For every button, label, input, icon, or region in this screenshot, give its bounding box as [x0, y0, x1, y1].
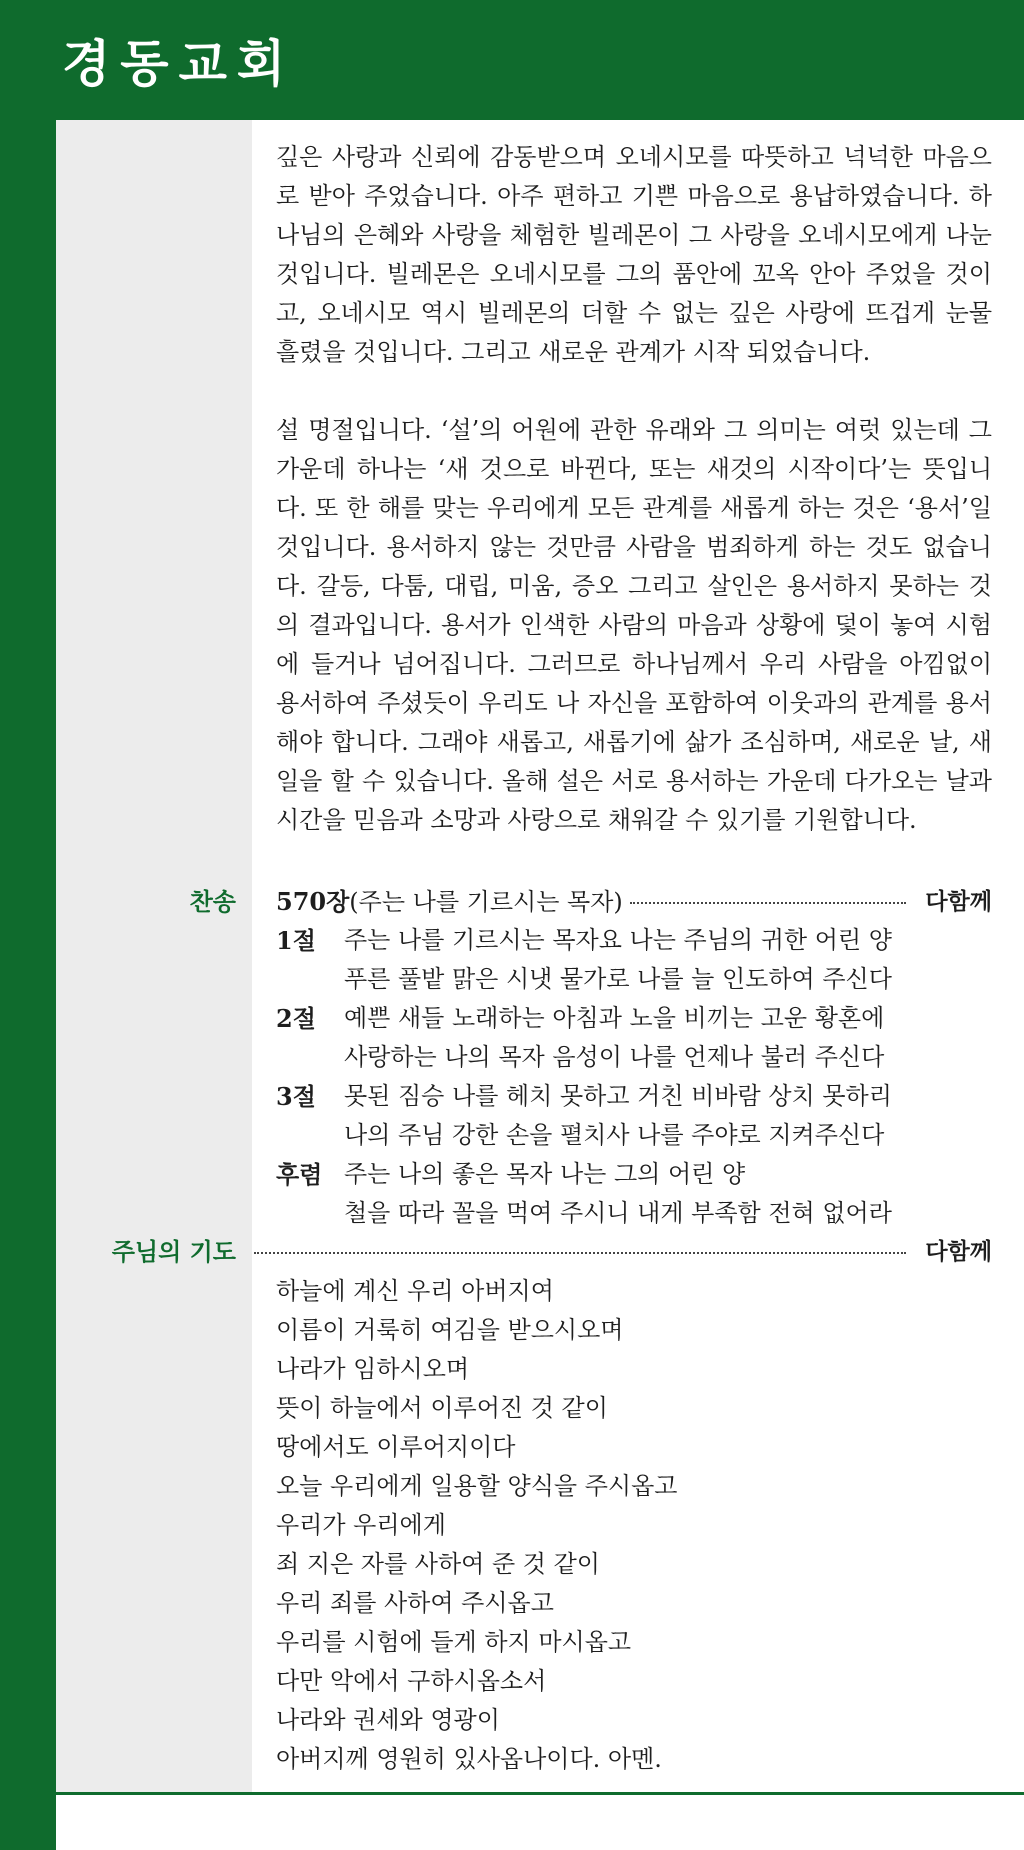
hymn-number: 570장 — [276, 887, 350, 916]
verse-line: 주는 나를 기르시는 목자요 나는 주님의 귀한 어린 양 — [344, 926, 892, 954]
lords-prayer-label: 주님의 기도 — [111, 1238, 236, 1266]
paragraph: 깊은 사랑과 신뢰에 감동받으며 오네시모를 따뜻하고 넉넉한 마음으로 받아 주었습니다. 아주 편하고 기쁜 마음으로 용납하였습니다. 하나님의 은혜와 사랑을 체험한 빌레몬이 그 사랑을 오네시모에게 나눈 것입니다. 빌레몬은 오네시모를 그의 품안에 꼬옥 안아 주었을 것이고, 오네시모 역시 빌레몬의 더할 수 없는 깊은 사랑에 뜨겁게 눈물 흘렸을 것입니다. 그리고 새로운 관계가 시작 되었습니다. — [276, 143, 992, 366]
leader-dots — [630, 902, 906, 904]
bottom-divider — [56, 1792, 1024, 1795]
hymn-title-row — [276, 883, 623, 921]
prayer-line: 땅에서도 이루어지이다 — [276, 1433, 516, 1461]
verse-line: 사랑하는 나의 목자 음성이 나를 언제나 불러 주신다 — [344, 1043, 885, 1071]
verse-text — [344, 1077, 924, 1155]
hymn-title: (주는 나를 기르시는 목자) — [349, 888, 623, 916]
prayer-line: 우리가 우리에게 — [276, 1511, 446, 1539]
prayer-line: 뜻이 하늘에서 이루어진 것 같이 — [276, 1394, 608, 1422]
prayer-line: 죄 지은 자를 사하여 준 것 같이 — [276, 1550, 600, 1578]
hymn-performer: 다함께 — [925, 889, 992, 915]
prayer-line: 우리를 시험에 들게 하지 마시옵고 — [276, 1628, 632, 1656]
prayer-line: 오늘 우리에게 일용할 양식을 주시옵고 — [276, 1472, 678, 1500]
prayer-line: 이름이 거룩히 여김을 받으시오며 — [276, 1316, 624, 1344]
verse-number: 1절 — [276, 926, 316, 955]
church-logo: 경동교회 — [62, 35, 296, 93]
verse-number: 후렴 — [276, 1160, 323, 1189]
verse-line: 예쁜 새들 노래하는 아침과 노을 비끼는 고운 황혼에 — [344, 1004, 885, 1032]
leader-dots — [254, 1252, 906, 1254]
lords-prayer-text — [276, 1272, 976, 1779]
verse-number: 2절 — [276, 1004, 316, 1033]
verse-text — [344, 1155, 924, 1233]
left-green-band — [0, 120, 56, 1850]
prayer-line: 나라가 임하시오며 — [276, 1355, 470, 1383]
prayer-line: 우리 죄를 사하여 주시옵고 — [276, 1589, 554, 1617]
sermon-text — [276, 138, 992, 840]
verse-line: 못된 짐승 나를 헤치 못하고 거친 비바람 상치 못하리 — [344, 1082, 892, 1110]
prayer-line: 하늘에 계신 우리 아버지여 — [276, 1277, 554, 1305]
verse-line: 철을 따라 꼴을 먹여 주시니 내게 부족함 전혀 없어라 — [344, 1199, 892, 1227]
verse-number: 3절 — [276, 1082, 316, 1111]
paragraph: 설 명절입니다. ‘설’의 어원에 관한 유래와 그 의미는 여럿 있는데 그 가운데 하나는 ‘새 것으로 바뀐다, 또는 새것의 시작이다’는 뜻입니다. 또 한 해를 맞는 우리에게 모든 관계를 새롭게 하는 것은 ‘용서’일 것입니다. 용서하지 않는 것만큼 사람을 범죄하게 하는 것도 없습니다. 갈등, 다툼, 대립, 미움, 증오 그리고 살인은 용서하지 못하는 것의 결과입니다. 용서가 인색한 사람의 마음과 상황에 덫이 놓여 시험에 들거나 넘어집니다. 그러므로 하나님께서 우리 사람을 아낌없이 용서하여 주셨듯이 우리도 나 자신을 포함하여 이웃과의 관계를 용서해야 합니다. 그래야 새롭고, 새롭기에 삶가 조심하며, 새로운 날, 새 일을 할 수 있습니다. 올해 설은 서로 용서하는 가운데 다가오는 날과 시간을 믿음과 소망과 사랑으로 채워갈 수 있기를 기원합니다. — [276, 416, 992, 834]
prayer-line: 다만 악에서 구하시옵소서 — [276, 1667, 547, 1695]
prayer-line: 나라와 권세와 영광이 — [276, 1706, 500, 1734]
verse-line: 나의 주님 강한 손을 펼치사 나를 주야로 지켜주신다 — [344, 1121, 885, 1149]
verse-text — [344, 921, 924, 999]
verse-line: 푸른 풀밭 맑은 시냇 물가로 나를 늘 인도하여 주신다 — [344, 965, 892, 993]
label-column — [56, 120, 252, 1792]
header-bar — [0, 0, 1024, 120]
hymn-label: 찬송 — [189, 888, 236, 916]
prayer-line: 아버지께 영원히 있사옵나이다. 아멘. — [276, 1745, 662, 1773]
verse-line: 주는 나의 좋은 목자 나는 그의 어린 양 — [344, 1160, 746, 1188]
lords-prayer-performer: 다함께 — [925, 1239, 992, 1265]
verse-text — [344, 999, 924, 1077]
